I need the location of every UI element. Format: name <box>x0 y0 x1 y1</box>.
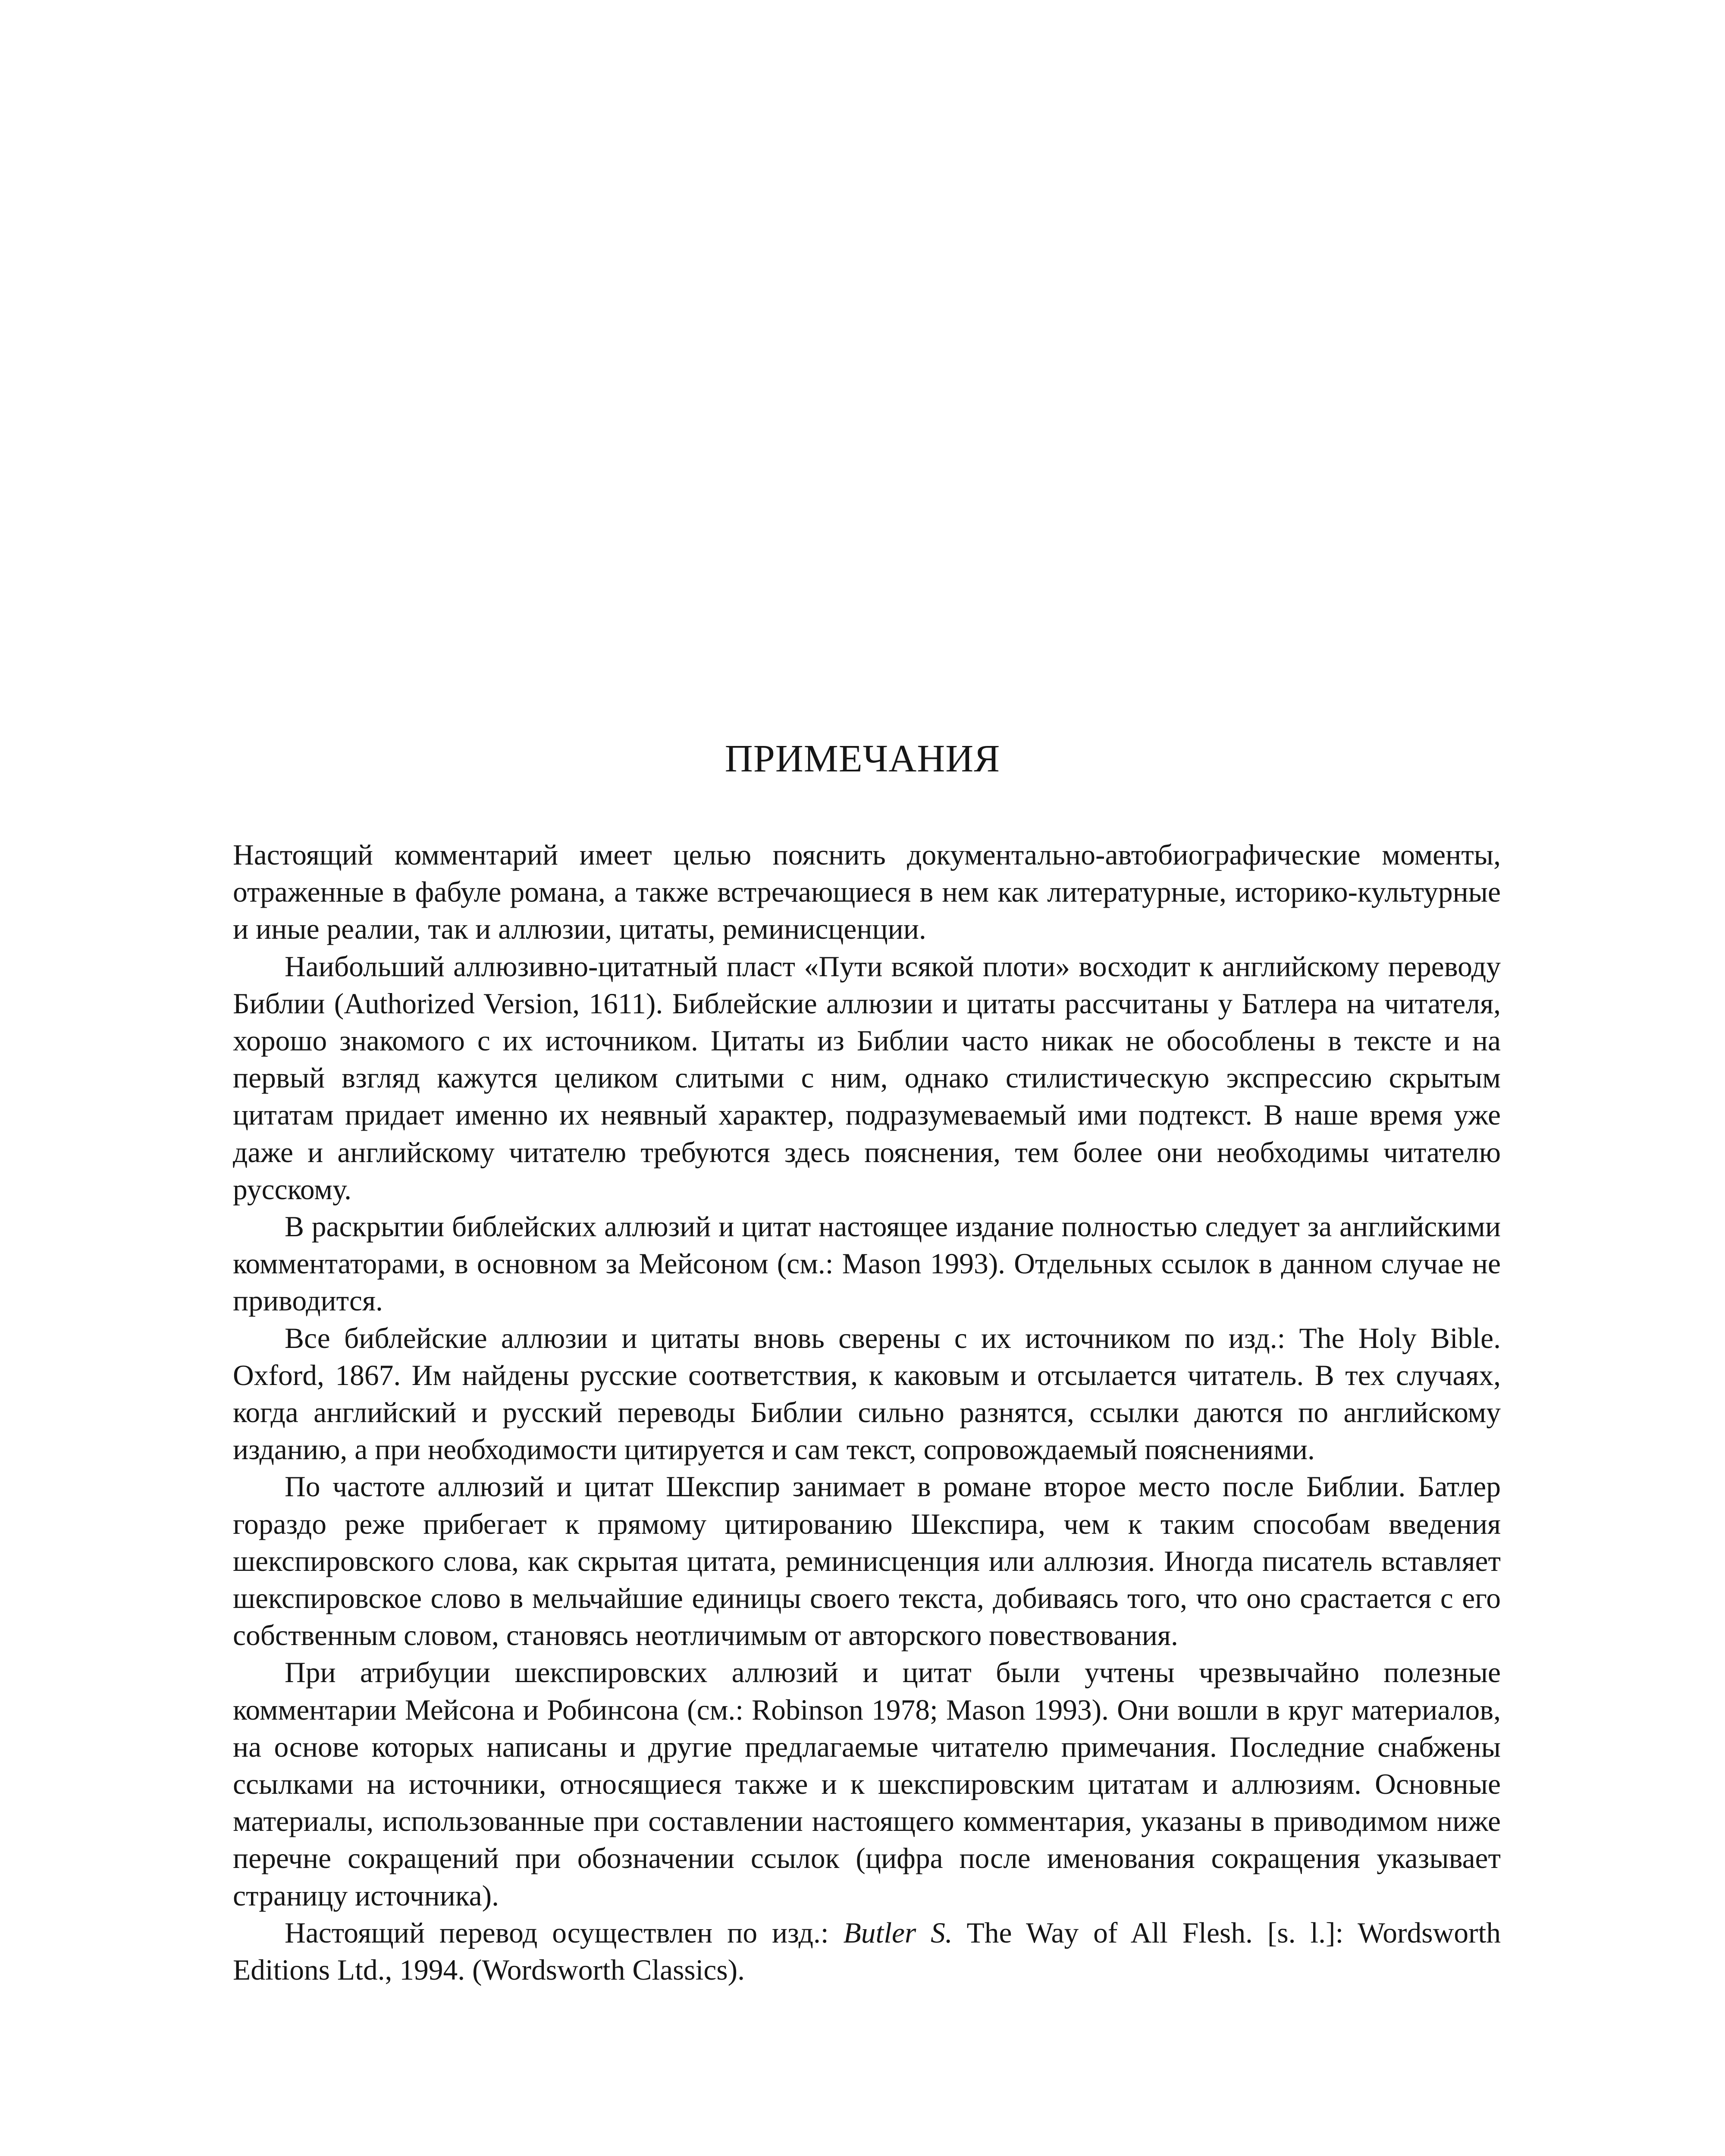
paragraph-3: В раскрытии библейских аллюзий и цитат настоящее издание полностью следует за английскими комментаторами, в основном за Мейсоном (см.: Mason 1993). Отдельных ссылок в данном случае не приводится. <box>233 1210 1501 1317</box>
paragraph-5: По частоте аллюзий и цитат Шекспир занимает в романе второе место после Библии. Батлер гораздо реже прибегает к прямому цитированию Шекспира, чем к таким способам введения шекспировского слова, как скрытая цитата, реминисценция или аллюзия. Иногда писатель вставляет шекспировское слово в мельчайшие единицы своего текста, добиваясь того, что оно срастается с его собственным словом, становясь неотличимым от авторского повествования. <box>233 1470 1501 1652</box>
paragraph-6: При атрибуции шекспировских аллюзий и цитат были учтены чрезвычайно полезные комментарии Мейсона и Робинсона (см.: Robinson 1978; Mason 1993). Они вошли в круг материалов, на основе которых написаны и другие предлагаемые читателю примечания. Последние снабжены ссылками на источники, относящиеся также и к шекспировским цитатам и аллюзиям. Основные материалы, использованные при составлении настоящего комментария, указаны в приводимом ниже перечне сокращений при обозначении ссылок (цифра после именования сокращения указывает страницу источника). <box>233 1656 1501 1912</box>
paragraph-2: Наибольший аллюзивно-цитатный пласт «Пути всякой плоти» восходит к английскому переводу Библии (Authorized Version, 1611). Библейские аллюзии и цитаты рассчитаны у Батлера на читателя, хорошо знакомого с их источником. Цитаты из Библии часто никак не обособлены в тексте и на первый взгляд кажутся целиком слитыми с ним, однако стилистическую экспрессию скрытым цитатам придает именно их неявный характер, подразумеваемый ими подтекст. В наше время уже даже и английскому читателю требуются здесь пояснения, тем более они необходимы читателю русскому. <box>233 950 1501 1206</box>
paragraph-1: Настоящий комментарий имеет целью пояснить документально-автобиографические моменты, отраженные в фабуле романа, а также встречающиеся в нем как литературные, историко-культурные и иные реалии, так и аллюзии, цитаты, реминисценции. <box>233 839 1501 946</box>
page-title: ПРИМЕЧАНИЯ <box>724 737 1000 780</box>
paragraph-4: Все библейские аллюзии и цитаты вновь сверены с их источником по изд.: The Holy Bible. Oxford, 1867. Им найдены русские соответствия, к каковым и отсылается читатель. В тех случаях, когда английский и русский переводы Библии сильно разнятся, ссылки даются по английскому изданию, а при необходимости цитируется и сам текст, сопровождаемый пояснениями. <box>233 1322 1501 1466</box>
source-lead-text: Настоящий перевод осуществлен по изд.: <box>285 1916 844 1949</box>
notes-intro-text <box>233 837 1501 1989</box>
paragraph-7 <box>233 1915 1501 1989</box>
source-title-text: The Way of All Flesh. [s. l.]: Wordsworth Editions Ltd., 1994. (Wordsworth Classics). <box>233 1916 1501 1987</box>
source-author: Butler S. <box>843 1916 953 1949</box>
